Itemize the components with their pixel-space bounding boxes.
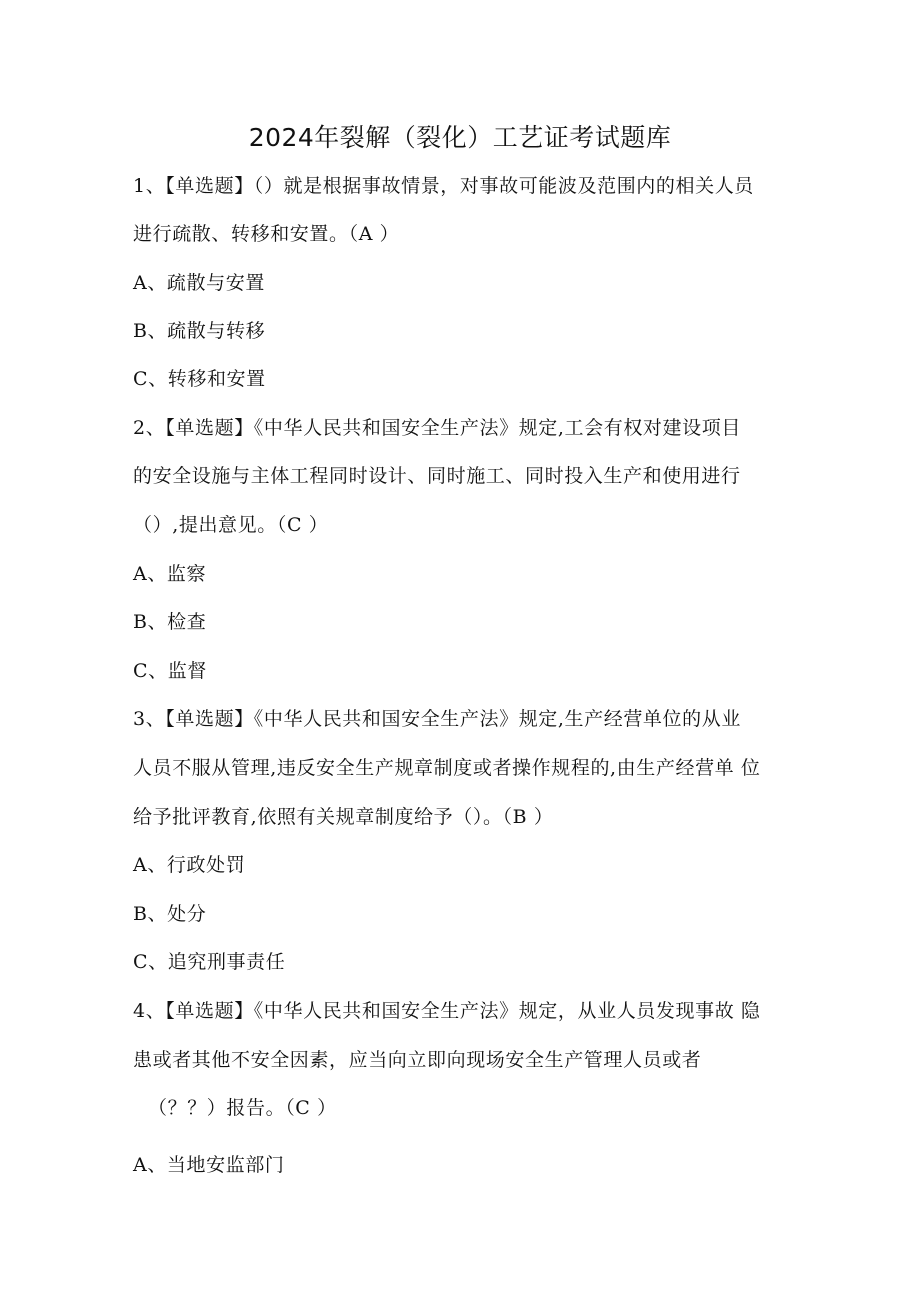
question-2-stem-line-2: 的安全设施与主体工程同时设计、同时施工、同时投入生产和使用进行 xyxy=(133,465,741,487)
question-4-stem-line-1: 4、【单选题】《中华人民共和国安全生产法》规定，从业人员发现事故 隐 xyxy=(133,1000,761,1022)
question-2-option-c: C、监督 xyxy=(133,660,207,682)
question-3-option-a: A、行政处罚 xyxy=(133,854,246,876)
question-3-stem-line-2: 人员不服从管理,违反安全生产规章制度或者操作规程的,由生产经营单 位 xyxy=(133,757,761,779)
question-2-option-b: B、检查 xyxy=(133,611,207,633)
question-2-stem-line-3: （）,提出意见。（C ） xyxy=(133,514,329,536)
question-1-option-b: B、疏散与转移 xyxy=(133,320,266,342)
question-4-option-a: A、当地安监部门 xyxy=(133,1154,285,1176)
question-4-stem-line-2: 患或者其他不安全因素，应当向立即向现场安全生产管理人员或者 xyxy=(133,1049,702,1071)
question-3-stem-line-3: 给予批评教育,依照有关规章制度给予（）。（B ） xyxy=(133,806,554,828)
question-4-stem-line-3: （？？）报告。（C ） xyxy=(148,1097,337,1119)
question-3-option-c: C、追究刑事责任 xyxy=(133,951,286,973)
question-2-stem-line-1: 2、【单选题】《中华人民共和国安全生产法》规定,工会有权对建设项目 xyxy=(133,417,741,439)
document-title: 2024年裂解（裂化）工艺证考试题库 xyxy=(248,123,672,152)
question-2-option-a: A、监察 xyxy=(133,563,207,585)
question-1-option-a: A、疏散与安置 xyxy=(133,272,265,294)
question-1-stem-line-1: 1、【单选题】（）就是根据事故情景，对事故可能波及范围内的相关人员 xyxy=(133,175,754,197)
question-3-stem-line-1: 3、【单选题】《中华人民共和国安全生产法》规定,生产经营单位的从业 xyxy=(133,708,741,730)
question-1-stem-line-2: 进行疏散、转移和安置。（A ） xyxy=(133,223,400,245)
question-3-option-b: B、处分 xyxy=(133,903,207,925)
question-1-option-c: C、转移和安置 xyxy=(133,368,266,390)
